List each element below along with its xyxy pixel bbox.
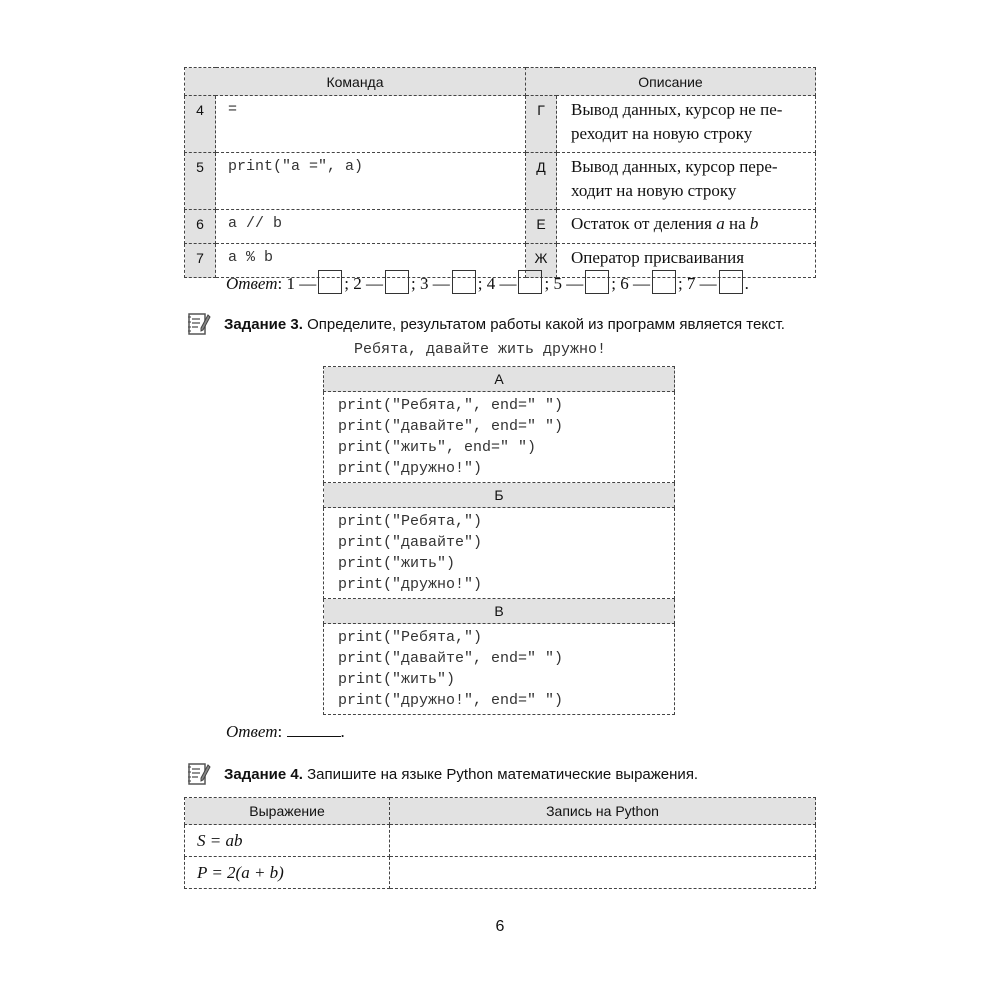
variant-label: А	[324, 367, 675, 392]
answer-label: Ответ	[226, 722, 278, 741]
description-cell: Оператор присваивания	[557, 244, 816, 278]
header-command: Команда	[185, 68, 526, 96]
task-title: Задание 3.	[224, 316, 303, 333]
variant-label: Б	[324, 483, 675, 508]
header-description: Описание	[526, 68, 816, 96]
command-cell: =	[216, 96, 526, 153]
command-cell: a // b	[216, 210, 526, 244]
python-answer-cell[interactable]	[390, 857, 816, 889]
row-letter: Ж	[526, 244, 557, 278]
answer-box[interactable]	[452, 270, 476, 294]
variant-code: print("Ребята,") print("давайте") print("жить") print("дружно!")	[324, 508, 675, 599]
answer-box[interactable]	[518, 270, 542, 294]
description-cell: Вывод данных, курсор не пе-реходит на новую строку	[557, 96, 816, 153]
programs-table	[323, 366, 675, 715]
description-cell: Вывод данных, курсор пере-ходит на новую строку	[557, 153, 816, 210]
expressions-table	[184, 797, 816, 889]
description-cell: Остаток от деления a на b	[557, 210, 816, 244]
task-text: Определите, результатом работы какой из программ является текст.	[307, 316, 785, 333]
task-4-heading	[186, 761, 698, 787]
answer-label: Ответ	[226, 274, 278, 293]
answer-box[interactable]	[585, 270, 609, 294]
task-3-heading	[186, 311, 785, 337]
expression-cell: P = 2(a + b)	[185, 857, 390, 889]
page-number: 6	[495, 918, 505, 935]
header-expression: Выражение	[185, 798, 390, 825]
expression-cell: S = ab	[185, 825, 390, 857]
task-title: Задание 4.	[224, 766, 303, 783]
answer-box[interactable]	[652, 270, 676, 294]
row-number: 6	[185, 210, 216, 244]
table-row	[185, 210, 816, 244]
target-phrase: Ребята, давайте жить дружно!	[354, 341, 607, 358]
row-letter: Е	[526, 210, 557, 244]
variant-code: print("Ребята,") print("давайте", end=" ") print("жить") print("дружно!", end=" ")	[324, 624, 675, 715]
answer-line-2: Ответ: .	[226, 722, 345, 741]
python-answer-cell[interactable]	[390, 825, 816, 857]
answer-line-1: Ответ: 1 — ; 2 — ; 3 — ; 4 — ; 5 — ; 6 — ; 7 — .	[226, 270, 749, 294]
table-row	[185, 153, 816, 210]
variant-code: print("Ребята,", end=" ") print("давайте", end=" ") print("жить", end=" ") print("дружно!")	[324, 392, 675, 483]
table-row	[185, 96, 816, 153]
notebook-pencil-icon	[186, 311, 212, 337]
commands-table	[184, 67, 816, 278]
row-number: 5	[185, 153, 216, 210]
table-row	[185, 857, 816, 889]
answer-box[interactable]	[719, 270, 743, 294]
row-letter: Г	[526, 96, 557, 153]
command-cell: print("a =", a)	[216, 153, 526, 210]
answer-box[interactable]	[318, 270, 342, 294]
variant-label: В	[324, 599, 675, 624]
notebook-pencil-icon	[186, 761, 212, 787]
row-letter: Д	[526, 153, 557, 210]
row-number: 4	[185, 96, 216, 153]
header-python: Запись на Python	[390, 798, 816, 825]
command-cell: a % b	[216, 244, 526, 278]
table-row	[185, 825, 816, 857]
row-number: 7	[185, 244, 216, 278]
answer-blank[interactable]	[287, 722, 341, 737]
answer-box[interactable]	[385, 270, 409, 294]
task-text: Запишите на языке Python математические выражения.	[307, 766, 699, 783]
